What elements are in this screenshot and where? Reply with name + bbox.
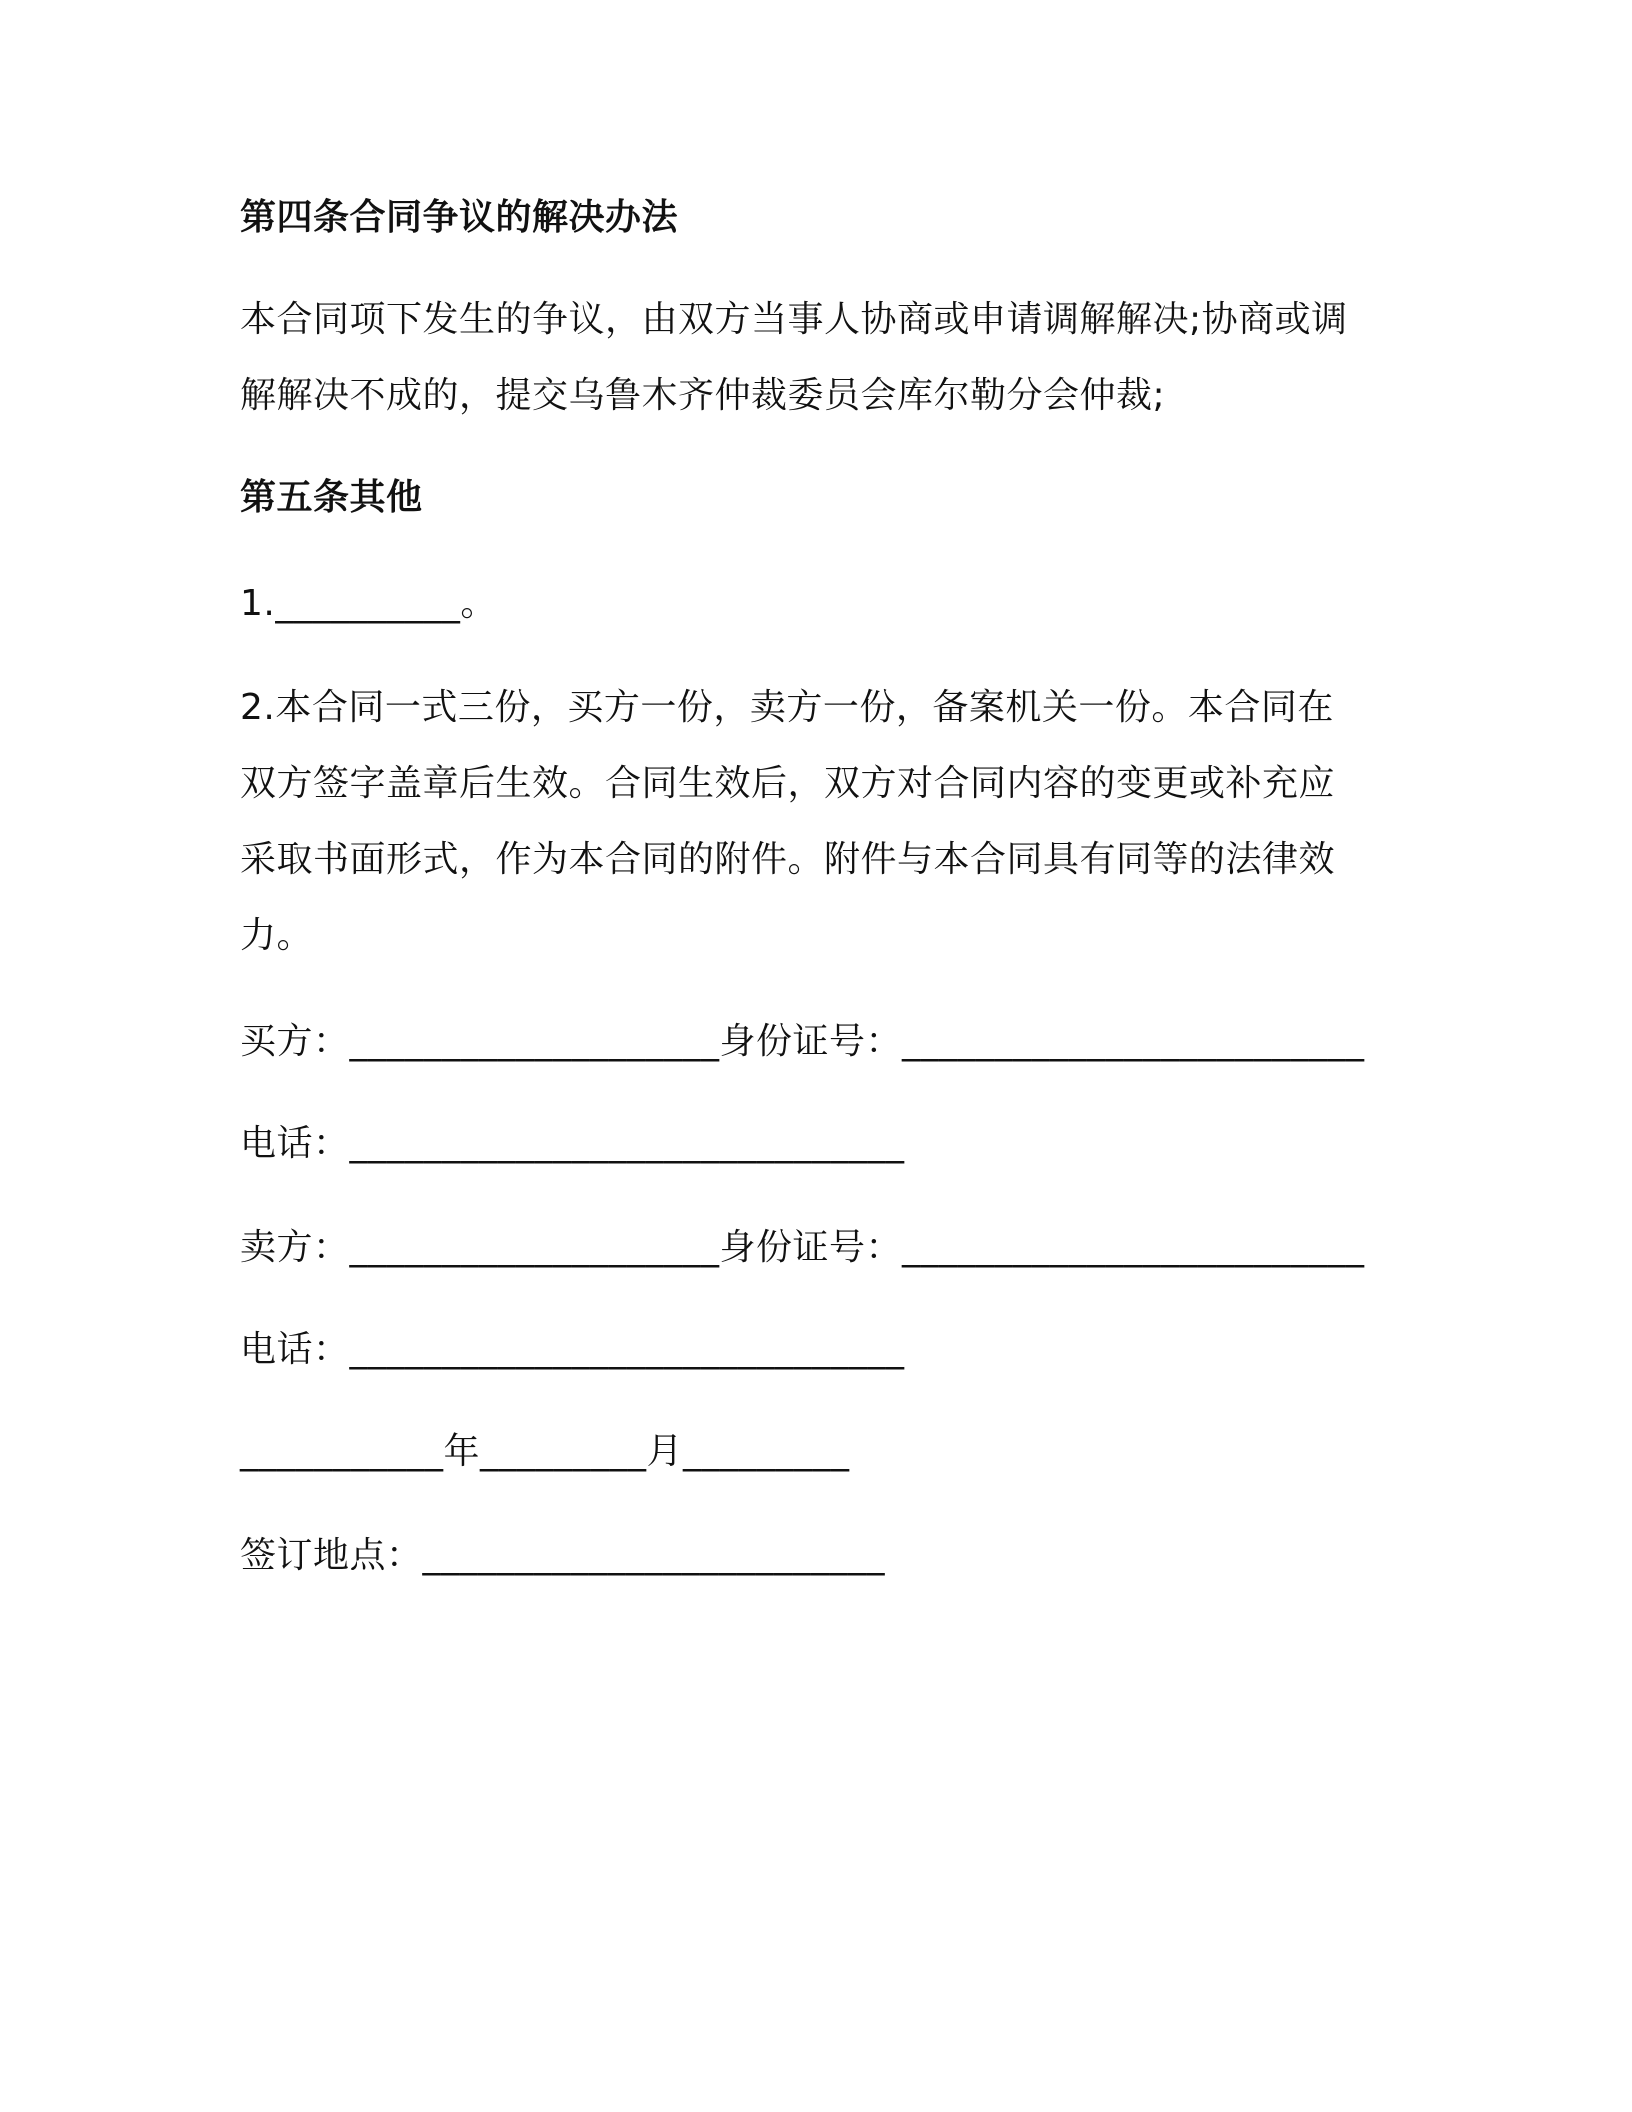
article4-body-line-2: 解解决不成的，提交乌鲁木齐仲裁委员会库尔勒分会仲裁; (240, 375, 1166, 416)
article5-item2-line-2: 双方签字盖章后生效。合同生效后，双方对合同内容的变更或补充应 (240, 763, 1336, 804)
date-line: ___________年_________月_________ (240, 1431, 850, 1472)
article5-heading: 第五条其他 (240, 477, 423, 518)
buyer-phone: 电话：______________________________ (240, 1123, 905, 1164)
article5-item2-line-4: 力。 (240, 915, 314, 956)
article5-item2-line-3: 采取书面形式，作为本合同的附件。附件与本合同具有同等的法律效 (240, 839, 1336, 880)
article5-item2-line-1: 2.本合同一式三份，买方一份，卖方一份，备案机关一份。本合同在 (240, 687, 1334, 728)
buyer-line: 买方：____________________身份证号：_________________________ (240, 1021, 1365, 1062)
article5-item1: 1.__________。 (240, 583, 497, 624)
signing-place-line: 签订地点：_________________________ (240, 1535, 886, 1576)
article4-heading: 第四条合同争议的解决办法 (240, 197, 679, 238)
seller-line: 卖方：____________________身份证号：_________________________ (240, 1227, 1365, 1268)
article4-body-line-1: 本合同项下发生的争议，由双方当事人协商或申请调解解决;协商或调 (240, 299, 1348, 340)
seller-phone: 电话：______________________________ (240, 1329, 905, 1370)
